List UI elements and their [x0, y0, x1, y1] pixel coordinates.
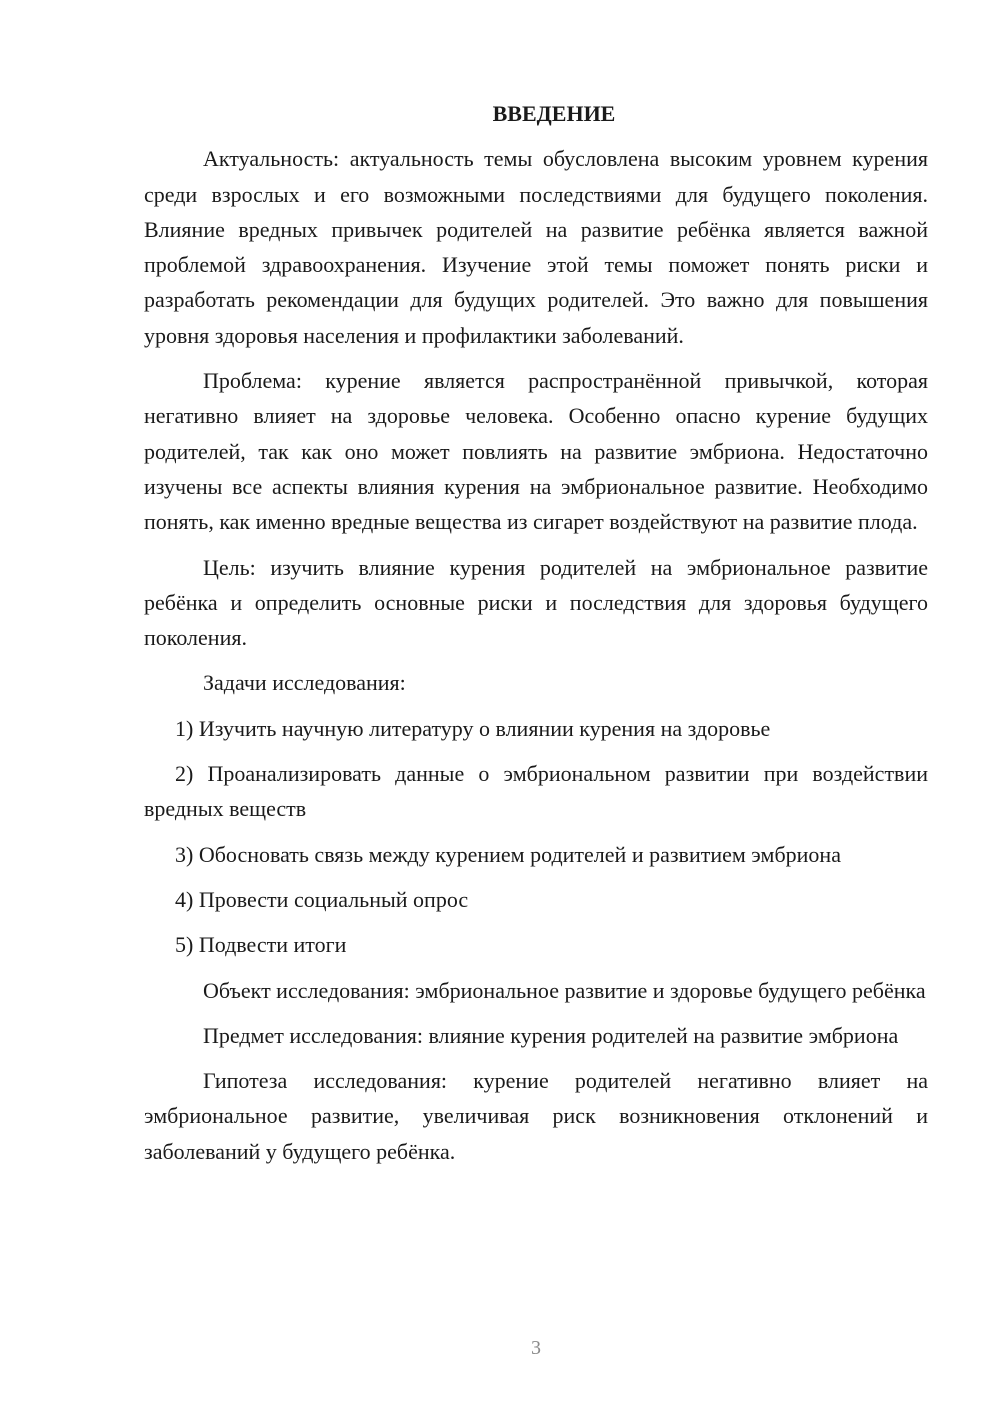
page-number: 3	[531, 1337, 541, 1359]
task-item: 3) Обосновать связь между курением родителей и развитием эмбриона	[175, 841, 841, 867]
goal-paragraph: Цель: изучить влияние курения родителей на эмбриональное развитие ребёнка и определить основные риски и последствия для здоровья будущего поколения.	[144, 554, 928, 651]
problem-paragraph: Проблема: курение является распространённой привычкой, которая негативно влияет на здоровье человека. Особенно опасно курение будущих родителей, так как оно может повлиять на развитие эмбриона. Недостаточно изучены все аспекты влияния курения на эмбриональное развитие. Необходимо понять, как именно вредные вещества из сигарет воздействуют на развитие плода.	[144, 368, 928, 535]
relevance-paragraph: Актуальность: актуальность темы обусловлена высоким уровнем курения среди взрослых и его возможными последствиями для будущего поколения. Влияние вредных привычек родителей на развитие ребёнка является важной проблемой здравоохранения. Изучение этой темы поможет понять риски и разработать рекомендации для будущих родителей. Это важно для повышения уровня здоровья населения и профилактики заболеваний.	[144, 146, 928, 348]
subject-paragraph: Предмет исследования: влияние курения родителей на развитие эмбриона	[203, 1022, 899, 1048]
hypothesis-paragraph: Гипотеза исследования: курение родителей негативно влияет на эмбриональное развитие, увеличивая риск возникновения отклонений и заболеваний у будущего ребёнка.	[144, 1068, 928, 1164]
tasks-heading: Задачи исследования:	[203, 670, 406, 696]
task-item: 1) Изучить научную литературу о влиянии курения на здоровье	[175, 715, 771, 741]
object-paragraph: Объект исследования: эмбриональное развитие и здоровье будущего ребёнка	[203, 977, 926, 1003]
task-item: 2) Проанализировать данные о эмбриональном развитии при воздействии вредных веществ	[144, 761, 928, 822]
document-body	[144, 96, 928, 1179]
task-item: 5) Подвести итоги	[175, 932, 347, 958]
task-item: 4) Провести социальный опрос	[175, 886, 469, 912]
section-title: ВВЕДЕНИЕ	[492, 101, 616, 126]
